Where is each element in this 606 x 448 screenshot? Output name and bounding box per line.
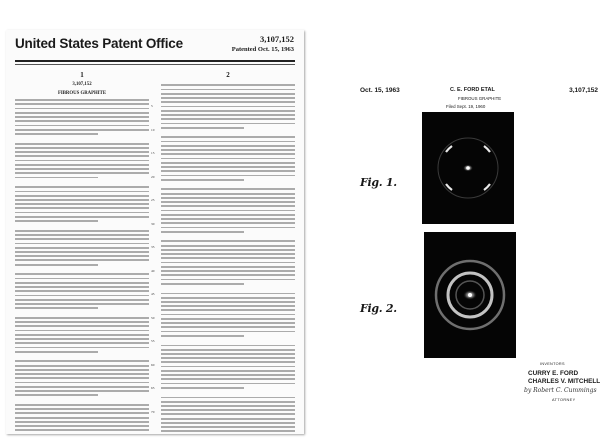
line-number: 35 — [151, 245, 155, 249]
text-line — [161, 326, 295, 328]
text-line — [15, 373, 149, 375]
line-number: 40 — [151, 268, 155, 273]
text-line — [161, 305, 295, 307]
text-line — [161, 357, 295, 359]
text-line — [15, 203, 149, 205]
text-line — [161, 283, 244, 285]
paragraph-gap — [15, 399, 149, 402]
text-line — [161, 201, 295, 203]
text-line — [15, 151, 149, 153]
line-number: 30 — [151, 221, 155, 226]
paragraph-gap — [161, 131, 295, 134]
text-line — [15, 212, 149, 214]
text-line — [15, 429, 149, 431]
text-line — [15, 342, 149, 344]
text-line — [161, 118, 295, 120]
text-line — [161, 214, 295, 216]
text-line — [161, 345, 295, 347]
text-line — [15, 278, 149, 280]
text-line — [15, 386, 149, 388]
text-line — [161, 101, 295, 103]
text-line — [161, 430, 295, 432]
paragraph-gap — [161, 339, 295, 342]
paragraph-gap — [15, 268, 149, 271]
column-number-1: 1 — [80, 71, 84, 79]
line-number: 10 — [151, 127, 155, 132]
text-line — [15, 394, 98, 396]
text-line — [15, 325, 149, 327]
text-line — [161, 170, 295, 172]
figure-1-label: Fig. 1. — [360, 176, 397, 189]
line-number: 15 — [151, 151, 155, 155]
text-line — [161, 153, 295, 155]
text-column-1 — [15, 82, 149, 434]
text-line — [15, 377, 149, 379]
drawing-date: Oct. 15, 1963 — [360, 87, 400, 94]
text-line — [161, 257, 295, 259]
text-line — [161, 249, 295, 251]
text-line — [15, 360, 149, 362]
text-line — [161, 274, 295, 276]
line-number: 45 — [151, 292, 155, 296]
text-line — [161, 158, 295, 160]
text-line — [161, 231, 244, 233]
text-line — [15, 195, 149, 197]
text-line — [161, 370, 295, 372]
text-line — [15, 155, 149, 157]
text-line — [161, 149, 295, 151]
text-line — [161, 97, 295, 99]
line-number: 50 — [151, 315, 155, 320]
text-line — [161, 318, 295, 320]
paragraph-gap — [161, 391, 295, 394]
text-line — [161, 205, 295, 207]
text-line — [161, 193, 295, 195]
text-line — [15, 330, 149, 332]
text-line — [15, 116, 149, 118]
text-column-2 — [161, 82, 295, 435]
text-line — [161, 322, 295, 324]
line-number: 55 — [151, 339, 155, 343]
inventor-name: CHARLES V. MITCHELL — [528, 378, 601, 385]
text-line — [15, 390, 149, 392]
line-number: 60 — [151, 362, 155, 367]
text-line — [161, 426, 295, 428]
text-line — [15, 125, 149, 127]
text-line — [161, 405, 295, 407]
figure-1-diffraction-image — [422, 112, 514, 224]
text-line — [15, 147, 149, 149]
text-line — [161, 110, 295, 112]
text-line — [15, 286, 149, 288]
text-line — [15, 382, 149, 384]
inventors-caption: INVENTORS — [540, 362, 565, 366]
text-line — [15, 216, 149, 218]
text-line — [15, 199, 149, 201]
text-line — [161, 240, 295, 242]
text-line — [161, 366, 295, 368]
text-line — [161, 262, 295, 264]
paragraph-gap — [161, 287, 295, 290]
text-line — [15, 234, 149, 236]
text-line — [161, 245, 295, 247]
text-line — [161, 397, 295, 399]
drawing-patent-number: 3,107,152 — [569, 87, 598, 94]
patent-number: 3,107,152 — [260, 34, 294, 44]
text-line — [161, 227, 295, 229]
text-line — [15, 220, 98, 222]
text-line — [15, 168, 149, 170]
text-line — [15, 295, 149, 297]
text-line — [15, 299, 149, 301]
text-line — [15, 317, 149, 319]
text-line — [161, 210, 295, 212]
header-rule-thin — [15, 64, 295, 65]
line-number: 25 — [151, 198, 155, 202]
patented-date: Patented Oct. 15, 1963 — [231, 46, 294, 53]
text-line — [161, 266, 295, 268]
paragraph-gap — [161, 183, 295, 186]
text-line — [161, 335, 244, 337]
attorney-caption: ATTORNEY — [552, 398, 576, 402]
text-line — [15, 191, 149, 193]
text-line — [15, 108, 149, 110]
text-line — [15, 334, 149, 336]
text-line — [161, 383, 295, 385]
text-line — [161, 188, 295, 190]
text-line — [161, 84, 295, 86]
inventor-name: CURRY E. FORD — [528, 370, 579, 377]
text-line — [161, 253, 295, 255]
column-2-text-lines — [161, 84, 295, 432]
column-number-2: 2 — [226, 71, 230, 79]
text-line — [161, 114, 295, 116]
text-line — [15, 417, 149, 419]
text-line — [15, 408, 149, 410]
paragraph-gap — [15, 311, 149, 314]
text-line — [15, 177, 98, 179]
text-line — [161, 136, 295, 138]
text-line — [161, 401, 295, 403]
text-line — [161, 218, 295, 220]
text-line — [161, 93, 295, 95]
line-number: 20 — [151, 174, 155, 179]
text-line — [161, 197, 295, 199]
text-line — [161, 309, 295, 311]
text-line — [15, 412, 149, 414]
text-line — [15, 365, 149, 367]
text-line — [161, 422, 295, 424]
attorney-signature: by Robert C. Cummings — [524, 387, 597, 394]
text-line — [15, 421, 149, 423]
text-line — [15, 264, 98, 266]
text-line — [161, 293, 295, 295]
text-line — [161, 166, 295, 168]
text-line — [15, 425, 149, 427]
text-line — [15, 103, 149, 105]
paragraph-gap — [15, 181, 149, 184]
text-line — [161, 222, 295, 224]
text-line — [161, 301, 295, 303]
drawing-filed-date: Filed Sept. 19, 1960 — [446, 104, 486, 109]
text-line — [15, 238, 149, 240]
text-line — [161, 378, 295, 380]
patent-heading-title: FIBROUS GRAPHITE — [57, 90, 107, 96]
patent-heading-number: 3,107,152 — [72, 82, 92, 87]
text-line — [161, 175, 295, 177]
text-line — [15, 321, 149, 323]
text-line — [161, 127, 244, 129]
text-line — [161, 141, 295, 143]
text-line — [15, 290, 149, 292]
text-line — [161, 314, 295, 316]
text-line — [15, 207, 149, 209]
text-line — [15, 133, 98, 135]
paragraph-gap — [15, 355, 149, 358]
text-line — [161, 418, 295, 420]
text-line — [15, 172, 149, 174]
drawing-title: FIBROUS GRAPHITE — [458, 96, 502, 101]
text-line — [15, 120, 149, 122]
text-line — [15, 243, 149, 245]
text-line — [15, 351, 98, 353]
text-line — [161, 331, 295, 333]
patent-text-page — [6, 30, 304, 434]
text-line — [15, 129, 149, 131]
text-line — [15, 347, 149, 349]
figure-2-label: Fig. 2. — [360, 302, 397, 315]
text-line — [15, 160, 149, 162]
text-line — [15, 247, 149, 249]
text-line — [15, 273, 149, 275]
paragraph-gap — [161, 235, 295, 238]
text-line — [161, 89, 295, 91]
line-number: 70 — [151, 409, 155, 414]
text-line — [161, 409, 295, 411]
text-line — [161, 297, 295, 299]
text-line — [15, 255, 149, 257]
text-line — [15, 164, 149, 166]
text-line — [161, 413, 295, 415]
text-line — [161, 374, 295, 376]
column-1-text-lines — [15, 99, 149, 431]
text-line — [161, 361, 295, 363]
text-line — [161, 270, 295, 272]
text-line — [161, 353, 295, 355]
header-rule — [15, 60, 295, 62]
text-line — [15, 282, 149, 284]
paragraph-gap — [15, 137, 149, 140]
text-line — [15, 369, 149, 371]
text-line — [15, 143, 149, 145]
text-line — [15, 230, 149, 232]
paragraph-gap — [15, 224, 149, 227]
text-line — [15, 99, 149, 101]
office-title: United States Patent Office — [15, 36, 183, 51]
text-line — [15, 251, 149, 253]
text-line — [161, 106, 295, 108]
figure-2-diffraction-image — [424, 232, 516, 358]
text-line — [15, 404, 149, 406]
text-line — [15, 307, 98, 309]
text-line — [15, 186, 149, 188]
text-line — [161, 123, 295, 125]
text-line — [161, 279, 295, 281]
text-line — [161, 162, 295, 164]
text-line — [15, 112, 149, 114]
drawing-authors: C. E. FORD ETAL — [450, 87, 495, 93]
text-line — [161, 145, 295, 147]
line-number: 65 — [151, 386, 155, 390]
text-line — [15, 338, 149, 340]
line-number: 5 — [151, 104, 153, 108]
text-line — [15, 259, 149, 261]
text-line — [161, 179, 244, 181]
text-line — [15, 303, 149, 305]
text-line — [161, 349, 295, 351]
patent-drawing-page — [332, 0, 606, 448]
text-line — [161, 387, 244, 389]
